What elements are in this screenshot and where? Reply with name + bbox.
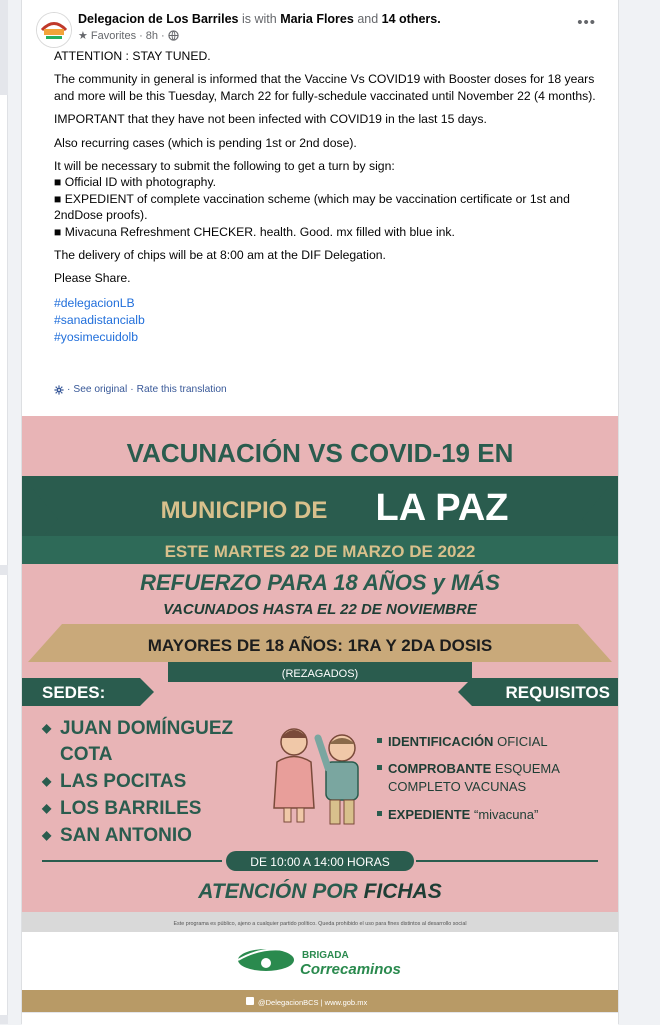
gear-icon (54, 385, 64, 395)
correcaminos-text: Correcaminos (300, 961, 401, 978)
vaccination-poster (22, 416, 618, 1012)
hashtag-link[interactable]: #delegacionLB (54, 295, 135, 310)
svg-text:◆: ◆ (42, 721, 52, 735)
hashtag-link[interactable]: #sanadistancialb (54, 312, 145, 327)
more-options-button[interactable]: ••• (577, 14, 596, 31)
see-original-link[interactable]: See original (73, 384, 128, 395)
sede-item: JUAN DOMÍNGUEZ (60, 718, 234, 739)
requirements-intro: It will be necessary to submit the following to get a turn by sign: (54, 159, 395, 174)
poster-vacunados: VACUNADOS HASTA EL 22 DE NOVIEMBRE (163, 601, 477, 618)
poster-refuerzo: REFUERZO PARA 18 AÑOS y MÁS (140, 570, 500, 595)
hashtag-link[interactable]: #yosimecuidolb (54, 329, 139, 344)
req-3-rest: “mivacuna” (473, 807, 539, 822)
req-3-bold: EXPEDIENTE (388, 807, 471, 822)
sede-item: LAS POCITAS (60, 771, 187, 792)
paragraph: ATTENTION : STAY TUNED. (54, 49, 211, 63)
paragraph: IMPORTANT that they have not been infected with COVID19 in the last 15 days. (54, 112, 487, 127)
svg-text:EXPEDIENTE “mivacuna” (388, 807, 538, 822)
req-2-rest: ESQUEMA (494, 761, 560, 776)
svg-text:ATENCIÓN POR FICHAS (197, 879, 441, 903)
sede-item: LOS BARRILES (60, 798, 202, 819)
left-card-edge (0, 575, 8, 1015)
req-2-bold: COMPROBANTE (388, 761, 492, 776)
svg-text:IDENTIFICACIÓN OFICIAL (388, 734, 548, 749)
poster-mayores: MAYORES DE 18 AÑOS: 1RA Y 2DA DOSIS (147, 636, 493, 655)
with-text: is with (241, 12, 277, 26)
post-meta: ★ Favorites · 8h · (78, 29, 179, 42)
svg-text:◆: ◆ (42, 774, 52, 788)
poster-municipio: MUNICIPIO DE (160, 497, 328, 524)
requirement-item: ■ Mivacuna Refreshment CHECKER. health. Good. mx filled with blue ink. (54, 224, 455, 239)
others-link[interactable]: 14 others. (381, 12, 441, 26)
brigada-text: BRIGADA (302, 950, 349, 961)
poster-rezagados: (REZAGADOS) (281, 668, 359, 680)
requirement-item: ■ EXPEDIENT of complete vaccination scheme (which may be vaccination certificate or 1st and 2ndDose proofs). (54, 191, 570, 223)
poster-title: VACUNACIÓN VS COVID-19 EN (126, 438, 514, 468)
poster-disclaimer: Este programa es público, ajeno a cualquier partido político. Queda prohibido el uso para fines distintos al desarrollo social (173, 921, 467, 927)
barriles-logo-icon (37, 13, 71, 47)
poster-atencion: ATENCIÓN POR (198, 880, 358, 903)
globe-icon (168, 30, 179, 41)
post-image[interactable] (22, 416, 618, 1012)
sede-item: COTA (60, 744, 113, 765)
and-text: and (357, 12, 379, 26)
left-card-edge (0, 95, 8, 565)
next-post-edge (22, 1012, 618, 1025)
poster-footer: @DelegacionBCS | www.gob.mx (258, 998, 368, 1007)
avatar[interactable] (36, 12, 72, 48)
poster-requisitos-label: REQUISITOS (505, 683, 610, 702)
req-1-bold: IDENTIFICACIÓN (388, 734, 494, 749)
author-name[interactable]: Delegacion de Los Barriles (78, 12, 239, 26)
audience-label[interactable]: Favorites (90, 29, 137, 42)
post-time[interactable]: 8h (145, 29, 159, 42)
share-text: Please Share. (54, 271, 131, 286)
poster-fichas: FICHAS (363, 880, 442, 903)
paragraph: Also recurring cases (which is pending 1st or 2nd dose). (54, 135, 357, 150)
tagged-person[interactable]: Maria Flores (280, 12, 354, 26)
post-header (22, 8, 618, 48)
post-body (54, 48, 606, 346)
req-1-rest: OFICIAL (497, 734, 548, 749)
svg-text:◆: ◆ (42, 801, 52, 815)
facebook-icon (246, 997, 254, 1005)
poster-hours: DE 10:00 A 14:00 HORAS (250, 855, 390, 869)
req-2-line2: COMPLETO VACUNAS (388, 779, 527, 794)
translation-bar: · See original · Rate this translation (54, 384, 227, 395)
star-icon: ★ (78, 30, 88, 42)
svg-text:◆: ◆ (42, 828, 52, 842)
sede-item: SAN ANTONIO (60, 825, 192, 846)
post-card (21, 0, 619, 1024)
requirement-item: ■ Official ID with photography. (54, 175, 217, 190)
author-line (78, 12, 441, 26)
paragraph: The community in general is informed that the Vaccine Vs COVID19 with Booster doses for 18 years and more will be this Tuesday, March 22 for fully-schedule vaccinated until November 22 (4 months). (54, 72, 596, 103)
poster-la-paz: LA PAZ (375, 487, 509, 529)
poster-date: ESTE MARTES 22 DE MARZO DE 2022 (164, 542, 476, 561)
svg-text:COMPROBANTE ESQUEMA (388, 761, 560, 776)
poster-sedes-label: SEDES: (42, 683, 106, 702)
rate-translation-link[interactable]: Rate this translation (136, 384, 227, 395)
delivery-text: The delivery of chips will be at 8:00 am at the DIF Delegation. (54, 248, 386, 263)
